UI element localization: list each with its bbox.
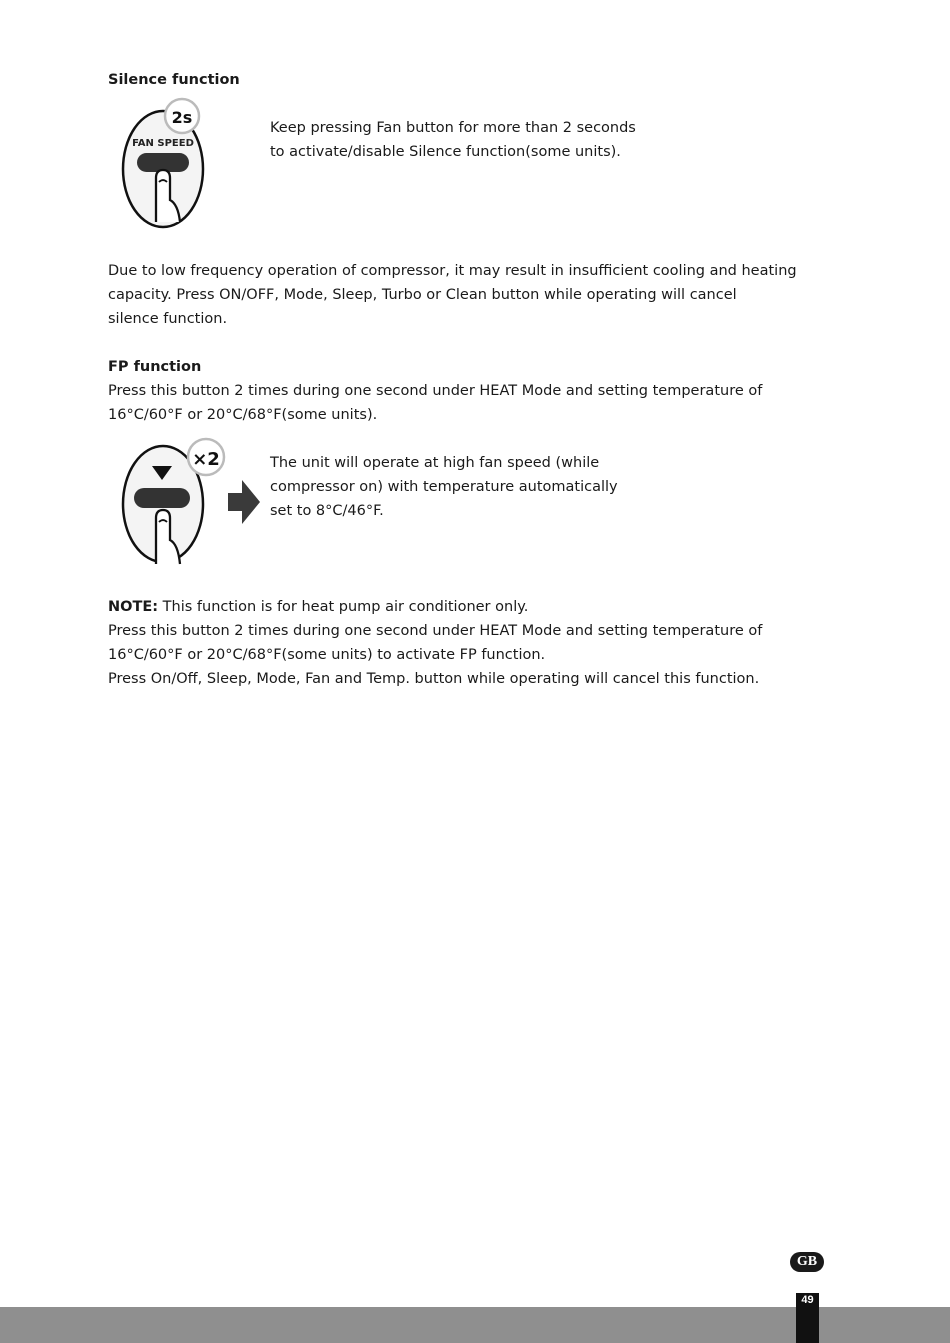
repeat-badge-label: ×2 (192, 449, 220, 470)
fp-intro (108, 379, 762, 427)
text-line: compressor on) with temperature automatically (270, 479, 618, 495)
text-line: Press this button 2 times during one second under HEAT Mode and setting temperature of (108, 383, 763, 399)
timer-badge-label: 2s (171, 108, 193, 127)
language-badge: GB (790, 1252, 824, 1272)
fp-note (108, 595, 762, 691)
text-line: The unit will operate at high fan speed (while (270, 455, 600, 471)
text-line: capacity. Press ON/OFF, Mode, Sleep, Turbo or Clean button while operating will cancel (108, 287, 737, 303)
fp-result (270, 451, 618, 523)
fan-speed-button-illustration (118, 96, 208, 232)
down-button (134, 488, 190, 508)
text-line: Press this button 2 times during one second under HEAT Mode and setting temperature of (108, 623, 763, 639)
text-line: Press On/Off, Sleep, Mode, Fan and Temp. button while operating will cancel this function. (108, 671, 760, 687)
down-button-illustration (118, 436, 268, 572)
silence-heading: Silence function (108, 72, 240, 88)
text-line: silence function. (108, 311, 228, 327)
text-line: Keep pressing Fan button for more than 2 seconds (270, 120, 636, 136)
note-line (108, 595, 762, 619)
right-arrow-icon (228, 480, 260, 524)
fan-speed-label: FAN SPEED (132, 138, 194, 149)
fp-heading: FP function (108, 359, 202, 375)
text-line: 16°C/60°F or 20°C/68°F(some units). (108, 407, 378, 423)
note-text: This function is for heat pump air conditioner only. (158, 599, 529, 615)
page-number: 49 (801, 1294, 814, 1306)
text-line: Due to low frequency operation of compressor, it may result in insufficient cooling and heating (108, 263, 797, 279)
text-line: set to 8°C/46°F. (270, 503, 384, 519)
note-label: NOTE: (108, 599, 159, 615)
text-line: to activate/disable Silence function(some units). (270, 144, 621, 160)
silence-instruction (270, 116, 636, 164)
silence-note (108, 259, 797, 331)
text-line: 16°C/60°F or 20°C/68°F(some units) to activate FP function. (108, 647, 546, 663)
